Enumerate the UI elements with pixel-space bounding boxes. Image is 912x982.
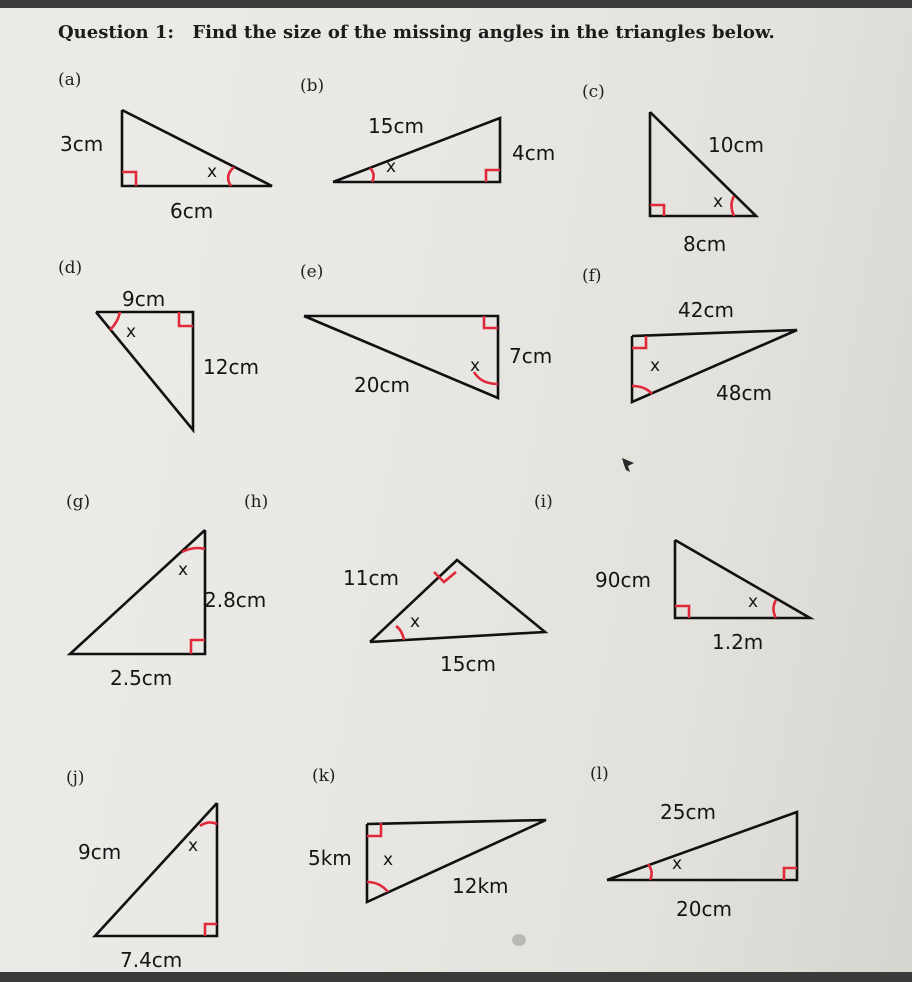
triangle-i-angle-x: x bbox=[748, 592, 759, 612]
triangle-j-angle-x: x bbox=[188, 836, 199, 856]
triangle-g-side-label-1: 2.8cm bbox=[204, 588, 267, 612]
triangle-g-side-label-2: 2.5cm bbox=[110, 666, 173, 690]
triangle-i-side-label-2: 1.2m bbox=[712, 630, 764, 654]
triangle-a-angle-x: x bbox=[207, 162, 218, 182]
triangle-d-side-label-1: 9cm bbox=[122, 287, 166, 311]
part-g-label: (g) bbox=[66, 492, 91, 512]
part-f-label: (f) bbox=[582, 266, 602, 286]
part-c-label: (c) bbox=[582, 82, 605, 102]
triangle-e-angle-x: x bbox=[470, 356, 481, 376]
triangle-b-side-label-2: 4cm bbox=[512, 141, 556, 165]
part-b-label: (b) bbox=[300, 76, 325, 96]
triangle-k-angle-x: x bbox=[383, 850, 394, 870]
question-prompt: Find the size of the missing angles in the triangles below. bbox=[192, 22, 775, 43]
triangle-a-side-label-1: 3cm bbox=[60, 132, 104, 156]
triangle-c-angle-x: x bbox=[713, 192, 724, 212]
triangle-c-side-label-1: 10cm bbox=[708, 133, 764, 157]
part-k-label: (k) bbox=[312, 766, 336, 786]
triangle-f-angle-x: x bbox=[650, 356, 661, 376]
triangle-d-side-label-2: 12cm bbox=[203, 355, 259, 379]
triangle-l-side-label-1: 25cm bbox=[660, 800, 716, 824]
part-d-label: (d) bbox=[58, 258, 83, 278]
screen-bottom-edge bbox=[0, 972, 912, 982]
question-number: Question 1: bbox=[58, 22, 175, 43]
triangle-e-side-label-2: 20cm bbox=[354, 373, 410, 397]
paper-smudge bbox=[512, 934, 526, 946]
triangle-b-angle-x: x bbox=[386, 157, 397, 177]
part-i-label: (i) bbox=[534, 492, 553, 512]
triangle-f-side-label-1: 42cm bbox=[678, 298, 734, 322]
triangle-h-angle-x: x bbox=[410, 612, 421, 632]
triangle-h-side-label-2: 15cm bbox=[440, 652, 496, 676]
triangle-d-angle-x: x bbox=[126, 322, 137, 342]
triangle-f-side-label-2: 48cm bbox=[716, 381, 772, 405]
part-a-label: (a) bbox=[58, 70, 82, 90]
part-e-label: (e) bbox=[300, 262, 324, 282]
triangle-e-side-label-1: 7cm bbox=[509, 344, 553, 368]
triangle-h-side-label-1: 11cm bbox=[343, 566, 399, 590]
triangle-k-side-label-2: 12km bbox=[452, 874, 509, 898]
triangle-j-side-label-1: 9cm bbox=[78, 840, 122, 864]
triangle-l-angle-x: x bbox=[672, 854, 683, 874]
triangle-l-side-label-2: 20cm bbox=[676, 897, 732, 921]
part-h-label: (h) bbox=[244, 492, 269, 512]
triangle-j-side-label-2: 7.4cm bbox=[120, 948, 183, 972]
triangle-a-side-label-2: 6cm bbox=[170, 199, 214, 223]
part-j-label: (j) bbox=[66, 768, 85, 788]
triangle-g-angle-x: x bbox=[178, 560, 189, 580]
part-l-label: (l) bbox=[590, 764, 609, 784]
triangle-i-side-label-1: 90cm bbox=[595, 568, 651, 592]
triangle-b-side-label-1: 15cm bbox=[368, 114, 424, 138]
triangle-c-side-label-2: 8cm bbox=[683, 232, 727, 256]
triangle-k-side-label-1: 5km bbox=[308, 846, 352, 870]
